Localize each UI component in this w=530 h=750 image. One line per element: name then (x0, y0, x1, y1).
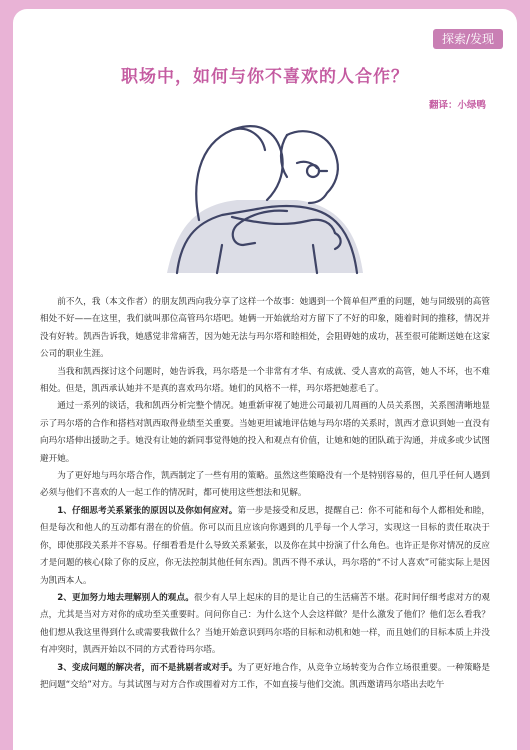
article-title: 职场中，如何与你不喜欢的人合作？ (121, 67, 409, 87)
paragraph: 通过一系列的谈话，我和凯西分析完整个情况。她重新审视了她进公司最初几周画的人员关系图，关系图清晰地显示了玛尔塔的合作和搭档对凯西取得业绩至关重要。当她更坦诚地评估她与玛尔塔的关系时，凯西才意识到她一直没有向玛尔塔伸出援助之手。她没有让她的新同事觉得她的投入和观点有价值，让她和她的团队疏于沟通，并成多或少试图避开她。 (40, 401, 490, 464)
category-tag[interactable]: 探索/发现 (433, 29, 503, 49)
paragraph-point-3: 3、变成问题的解决者，而不是挑剔者或对手。为了更好地合作，从竞争立场转变为合作立场很重要。一种策略是把问题“交给”对方。与其试图与对方合作或围着对方工作，不如直接与他们交流。凯西邀请玛尔塔出去吃午 (40, 662, 490, 690)
paragraph-point-1: 1、仔细思考关系紧张的原因以及你如何应对。第一步是接受和反思，提醒自己：你不可能和每个人都相处和睦，但是每次和他人的互动都有潜在的价值。你可以而且应该向你遇到的几乎每一个人学习，实现这一目标的责任取决于你，即使那段关系并不容易。仔细看看是什么导致关系紧张，以及你在其中扮演了什么角色。也许正是你对情况的反应才是问题的核心(除了你的反应，你无法控制其他任何东西)。凯西不得不承认，玛尔塔的“不讨人喜欢”可能实际上是因为凯西本人。 (40, 505, 490, 586)
point-heading: 3、变成问题的解决者，而不是挑剔者或对手。 (57, 662, 238, 673)
paragraph: 为了更好地与玛尔塔合作，凯西制定了一些有用的策略。虽然这些策略没有一个是特别容易的，但几乎任何人遇到必须与他们不喜欢的人一起工作的情况时，都可使用这些想法和见解。 (40, 471, 490, 499)
point-heading: 1、仔细思考关系紧张的原因以及你如何应对。 (57, 505, 238, 516)
two-people-embrace-illustration (137, 105, 393, 275)
paragraph: 前不久，我（本文作者）的朋友凯西向我分享了这样一个故事：她遇到一个简单但严重的问题，她与同级别的高管相处不好——在这里，我们就叫那位高管玛尔塔吧。她俩一开始就给对方留下了不好的印象，随着时间的推移，情况并没有好转。凯西告诉我，她感觉非常痛苦，因为她无法与玛尔塔和睦相处，会阻碍她的成功，甚至很可能断送她在这家公司的职业生涯。 (40, 297, 490, 360)
article-body (40, 294, 490, 694)
paragraph: 当我和凯西探讨这个问题时，她告诉我，玛尔塔是一个非常有才华、有成就、受人喜欢的高管，她人不坏，也不难相处。但是，凯西承认她并不是真的喜欢玛尔塔。她们的风格不一样，玛尔塔把她惹毛了。 (40, 366, 490, 395)
translator-credit: 翻译：小绿鸭 (428, 100, 486, 111)
paragraph-point-2: 2、更加努力地去理解别人的观点。很少有人早上起床的目的是让自己的生活痛苦不堪。花时间仔细考虑对方的观点，尤其是当对方对你的成功至关重要时。问问你自己：为什么这个人会这样做？是什么激发了他们？他们怎么看我？他们想从我这里得到什么或需要我做什么？当她开始意识到玛尔塔的目标和动机和她一样，而且她们的目标本质上并没有冲突时，凯西开始以不同的方式看待玛尔塔。 (40, 592, 490, 656)
point-heading: 2、更加努力地去理解别人的观点。 (57, 592, 194, 603)
